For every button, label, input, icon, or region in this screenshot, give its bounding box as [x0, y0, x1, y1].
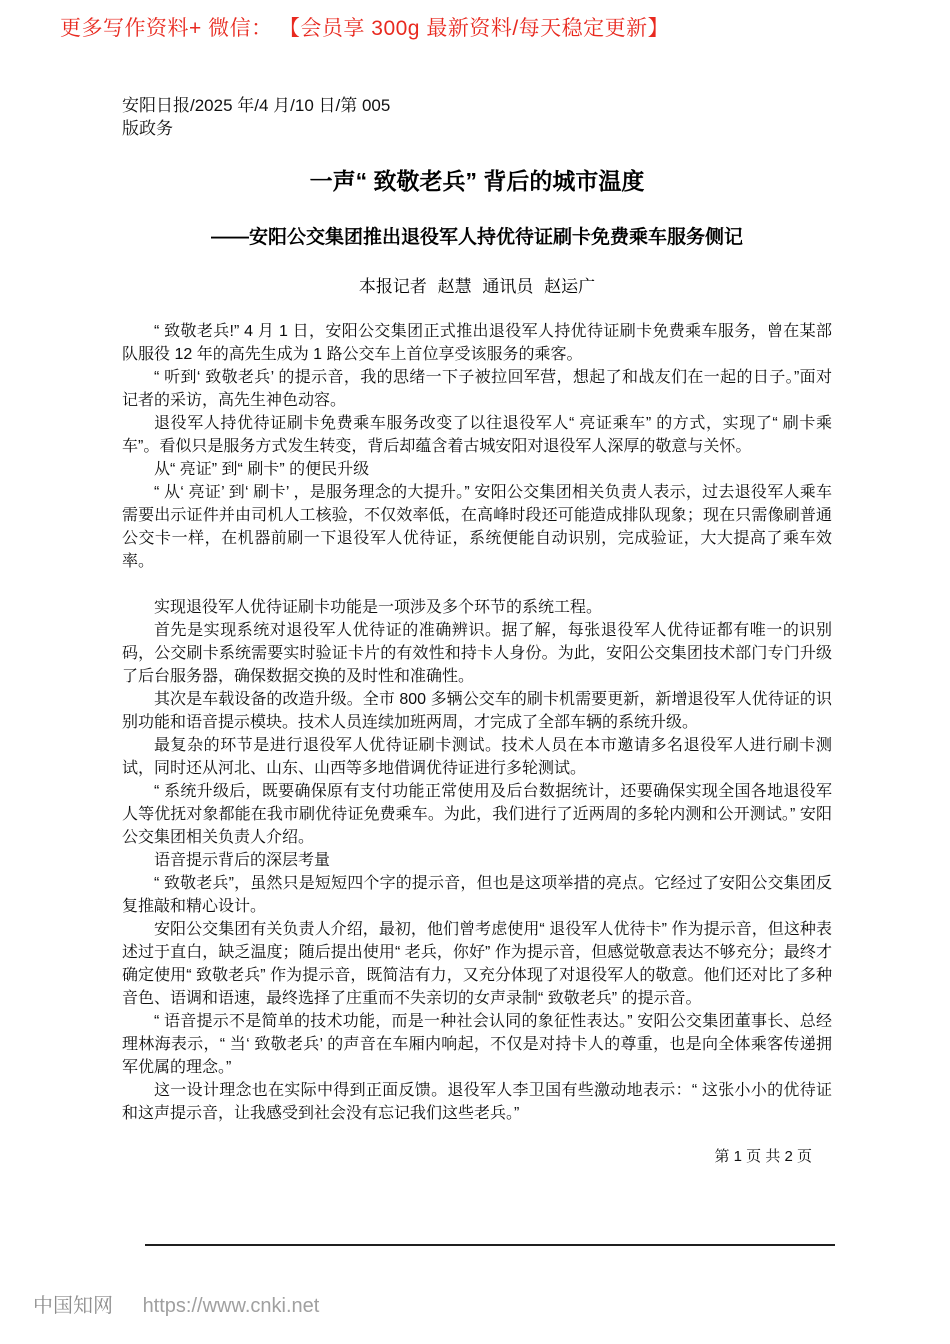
section-heading: 从“ 亮证” 到“ 刷卡” 的便民升级	[154, 461, 370, 478]
cnki-site-url: https://www.cnki.net	[142, 1295, 320, 1317]
page-indicator: 第 1 页 共 2 页	[714, 1148, 812, 1165]
article-paragraph: “ 系统升级后，既要确保原有支付功能正常使用及后台数据统计，还要确保实现全国各地退役军人等优抚对象都能在我市刷优待证免费乘车。为此，我们进行了近两周的多轮内测和公开测试。” 安阳公交集团相关负责人介绍。	[122, 783, 832, 846]
blank-line	[122, 573, 832, 596]
article-paragraph: “ 听到‘ 致敬老兵’ 的提示音，我的思绪一下子被拉回军营，想起了和战友们在一起的日子。”面对记者的采访，高先生神色动容。	[122, 369, 832, 409]
article-byline: 本报记者 赵慧 通讯员 赵运广	[358, 277, 596, 296]
article-paragraph: 退役军人持优待证刷卡免费乘车服务改变了以往退役军人“ 亮证乘车” 的方式，实现了“ 刷卡乘车”。看似只是服务方式发生转变，背后却蕴含着古城安阳对退役军人深厚的敬意与关怀。	[122, 415, 832, 455]
article-paragraph: “ 致敬老兵!” 4 月 1 日，安阳公交集团正式推出退役军人持优待证刷卡免费乘车服务，曾在某部队服役 12 年的高先生成为 1 路公交车上首位享受该服务的乘客。	[122, 323, 832, 363]
section-heading: 语音提示背后的深层考量	[154, 852, 331, 869]
footer-divider	[145, 1244, 835, 1246]
article-paragraph: 实现退役军人优待证刷卡功能是一项涉及多个环节的系统工程。	[154, 599, 603, 616]
article-content	[122, 94, 832, 1166]
article-title: 一声“ 致敬老兵” 背后的城市温度	[309, 168, 645, 194]
article-paragraph: 最复杂的环节是进行退役军人优待证刷卡测试。技术人员在本市邀请多名退役军人进行刷卡测试，同时还从河北、山东、山西等多地借调优待证进行多轮测试。	[122, 737, 832, 777]
article-paragraph: “ 从‘ 亮证’ 到‘ 刷卡’ ，是服务理念的大提升。” 安阳公交集团相关负责人表示，过去退役军人乘车需要出示证件并由司机人工核验，不仅效率低，在高峰时段还可能造成排队现象；现在只需像刷普通公交卡一样，在机器前刷一下退役军人优待证，系统便能自动识别，完成验证，大大提高了乘车效率。	[122, 484, 832, 570]
cnki-site-name: 中国知网	[33, 1295, 113, 1317]
source-header-line1: 安阳日报/2025 年/4 月/10 日/第 005	[122, 96, 391, 115]
article-paragraph: “ 致敬老兵”，虽然只是短短四个字的提示音，但也是这项举措的亮点。它经过了安阳公交集团反复推敲和精心设计。	[122, 875, 832, 915]
source-header	[122, 94, 832, 140]
promo-banner: 更多写作资料+ 微信： 【会员享 300g 最新资料/每天稳定更新】	[60, 17, 670, 40]
page-footer	[33, 1294, 319, 1318]
article-subtitle: ——安阳公交集团推出退役军人持优待证刷卡免费乘车服务侧记	[210, 227, 743, 248]
article-paragraph: 其次是车载设备的改造升级。全市 800 多辆公交车的刷卡机需要更新，新增退役军人优待证的识别功能和语音提示模块。技术人员连续加班两周，才完成了全部车辆的系统升级。	[122, 691, 832, 731]
article-paragraph: 安阳公交集团有关负责人介绍，最初，他们曾考虑使用“ 退役军人优待卡” 作为提示音，但这种表述过于直白，缺乏温度；随后提出使用“ 老兵，你好” 作为提示音，但感觉敬意表达不够充分；最终才确定使用“ 致敬老兵” 作为提示音，既简洁有力，又充分体现了对退役军人的敬意。他们还对比了多种音色、语调和语速，最终选择了庄重而不失亲切的女声录制“ 致敬老兵” 的提示音。	[122, 921, 832, 1007]
source-header-line2: 版政务	[122, 119, 173, 138]
article-body	[122, 320, 832, 1125]
article-paragraph: 首先是实现系统对退役军人优待证的准确辨识。据了解，每张退役军人优待证都有唯一的识别码，公交刷卡系统需要实时验证卡片的有效性和持卡人身份。为此，安阳公交集团技术部门专门升级了后台服务器，确保数据交换的及时性和准确性。	[122, 622, 832, 685]
article-paragraph: 这一设计理念也在实际中得到正面反馈。退役军人李卫国有些激动地表示：“ 这张小小的优待证和这声提示音，让我感受到社会没有忘记我们这些老兵。”	[122, 1082, 832, 1122]
article-paragraph: “ 语音提示不是简单的技术功能，而是一种社会认同的象征性表达。” 安阳公交集团董事长、总经理林海表示，“ 当‘ 致敬老兵’ 的声音在车厢内响起，不仅是对持卡人的尊重，也是向全体乘客传递拥军优属的理念。”	[122, 1013, 832, 1076]
